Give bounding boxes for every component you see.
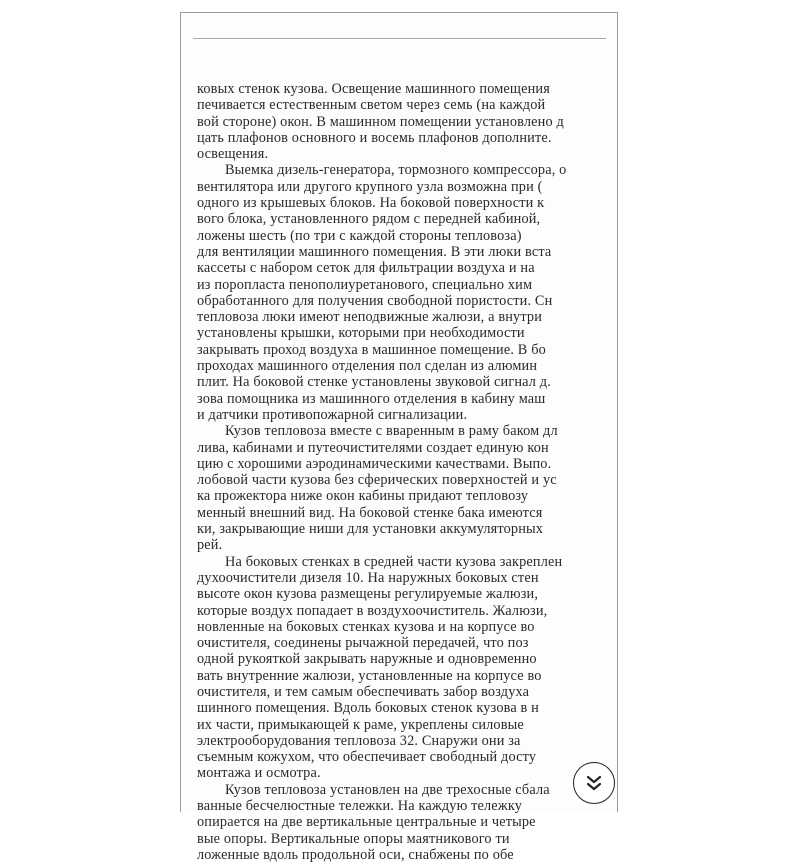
text-line: закрывать проход воздуха в машинное помещение. В бо <box>197 341 546 358</box>
text-line: ка прожектора ниже окон кабины придают тепловозу <box>197 488 529 505</box>
text-line: обработанного для получения свободной пористости. Сн <box>197 292 553 309</box>
text-line: Кузов тепловоза вместе с вваренным в раму баком дл <box>225 423 558 440</box>
scroll-down-button[interactable] <box>573 762 615 804</box>
text-line: вой стороне) окон. В машинном помещении установлено д <box>197 113 564 130</box>
header-rule <box>193 38 606 39</box>
text-line: съемным кожухом, что обеспечивает свободный досту <box>197 749 537 766</box>
text-line: лива, кабинами и путеочистителями создает единую кон <box>197 439 549 456</box>
text-line: плит. На боковой стенке установлены звуковой сигнал д. <box>197 374 551 391</box>
document-body <box>197 81 637 863</box>
text-line: ложены шесть (по три с каждой стороны тепловоза) <box>197 227 522 244</box>
text-line: вые опоры. Вертикальные опоры маятникового ти <box>197 830 510 847</box>
text-line: ванные бесчелюстные тележки. На каждую тележку <box>197 798 523 815</box>
text-line: ковых стенок кузова. Освещение машинного помещения <box>197 81 550 97</box>
text-line: и датчики противопожарной сигнализации. <box>197 406 468 423</box>
text-line: цию с хорошими аэродинамическими качествами. Выпо. <box>197 455 552 472</box>
text-line: зова помощника из машинного отделения в кабину маш <box>197 390 546 407</box>
text-line: одной рукояткой закрывать наружные и одновременно <box>197 651 537 668</box>
document-page <box>180 12 618 863</box>
text-line: из поропласта пенополиуретанового, специально хим <box>197 276 533 293</box>
text-line: очистителя, и тем самым обеспечивать забор воздуха <box>197 683 530 700</box>
text-line: новленные на боковых стенках кузова и на корпусе во <box>197 618 535 635</box>
text-line: для вентиляции машинного помещения. В эти люки вста <box>197 243 552 260</box>
text-line: вать внутренние жалюзи, установленные на корпусе во <box>197 667 542 684</box>
double-chevron-down-icon <box>584 773 604 793</box>
text-line: вентилятора или другого крупного узла возможна при ( <box>197 178 543 195</box>
text-line: Выемка дизель-генератора, тормозного компрессора, о <box>225 162 567 179</box>
text-line: освещения. <box>197 146 269 163</box>
text-line: ки, закрывающие ниши для установки аккумуляторных <box>197 521 544 538</box>
text-line: их части, примыкающей к раме, укреплены силовые <box>197 716 524 733</box>
text-line: На боковых стенках в средней части кузова закреплен <box>225 553 563 570</box>
text-line: духоочистители дизеля 10. На наружных боковых стен <box>197 569 539 586</box>
text-line: вого блока, установленного рядом с передней кабиной, <box>197 211 541 228</box>
text-line: рей. <box>197 537 223 554</box>
text-line: которые воздух попадает в воздухоочиститель. Жалюзи, <box>197 602 548 619</box>
text-line: Кузов тепловоза установлен на две трехосные сбала <box>225 781 550 798</box>
text-line: кассеты с набором сеток для фильтрации воздуха и на <box>197 260 535 277</box>
text-line: шинного помещения. Вдоль боковых стенок кузова в н <box>197 700 539 717</box>
text-line: электрооборудования тепловоза 32. Снаружи они за <box>197 732 521 749</box>
text-line: менный внешний вид. На боковой стенке бака имеются <box>197 504 543 521</box>
text-line: опирается на две вертикальные центральные и четыре <box>197 814 536 831</box>
text-line: проходах машинного отделения пол сделан из алюмин <box>197 358 538 375</box>
text-line: цать плафонов основного и восемь плафонов дополните. <box>197 129 552 146</box>
text-line: установлены крышки, которыми при необходимости <box>197 325 525 342</box>
text-line: монтажа и осмотра. <box>197 765 321 782</box>
text-line: ложенные вдоль продольной оси, снабжены по обе <box>197 846 514 863</box>
text-line: одного из крышевых блоков. На боковой поверхности к <box>197 195 545 212</box>
text-line: очистителя, соединены рычажной передачей, что поз <box>197 635 529 652</box>
text-line: тепловоза люки имеют неподвижные жалюзи, а внутри <box>197 309 543 326</box>
text-line: печивается естественным светом через семь (на каждой <box>197 97 546 114</box>
text-line: высоте окон кузова размещены регулируемые жалюзи, <box>197 586 539 603</box>
text-line: лобовой части кузова без сферических поверхностей и ус <box>197 472 557 489</box>
